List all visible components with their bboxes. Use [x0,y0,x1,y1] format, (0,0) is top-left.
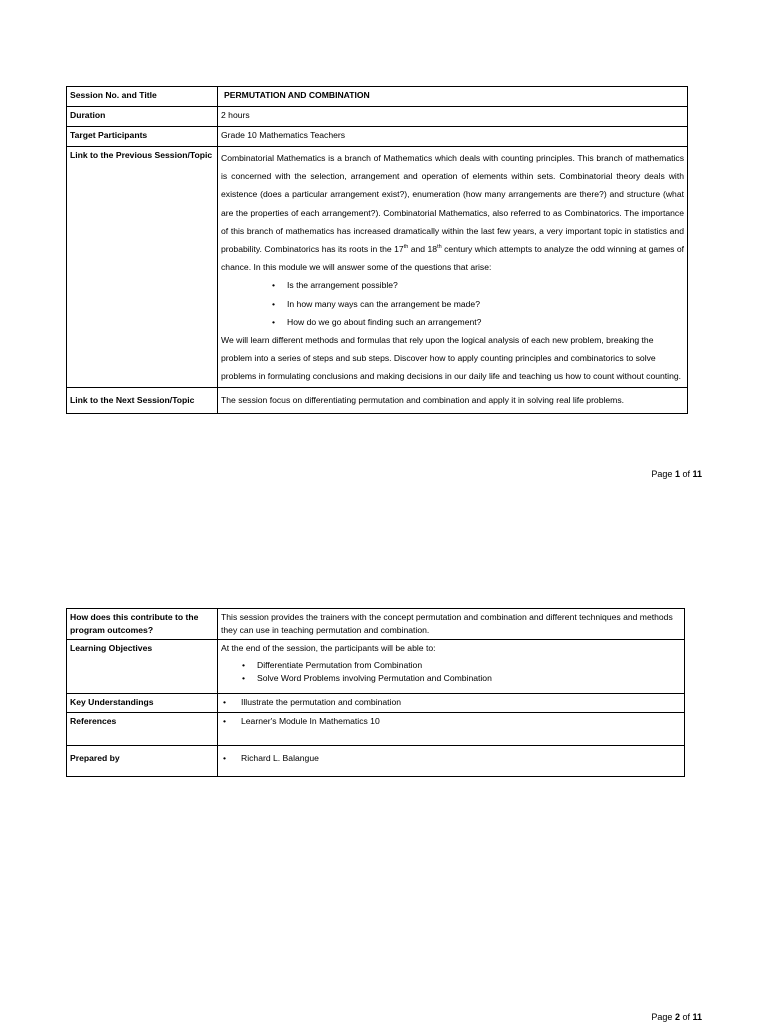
row-session-title [67,87,688,107]
total-pages: 11 [692,469,702,479]
label-references: References [67,713,218,746]
list-item: • Learner's Module In Mathematics 10 [221,715,681,728]
session-table-page-2 [66,608,685,777]
label-session-title: Session No. and Title [67,87,218,107]
value-references [218,713,685,746]
label-program-outcomes: How does this contribute to the program outcomes? [67,609,218,640]
row-references [67,713,685,746]
row-duration [67,107,688,127]
label-learning-objectives: Learning Objectives [67,640,218,694]
label-key-understandings: Key Understandings [67,694,218,713]
objectives-intro: At the end of the session, the participants will be able to: [221,643,436,653]
value-target-participants: Grade 10 Mathematics Teachers [218,127,688,147]
value-duration: 2 hours [218,107,688,127]
label-target-participants: Target Participants [67,127,218,147]
value-key-understandings [218,694,685,713]
row-learning-objectives [67,640,685,694]
label-previous-session: Link to the Previous Session/Topic [67,147,218,388]
row-previous-session [67,147,688,388]
current-page: 2 [674,1012,680,1022]
label-prepared-by: Prepared by [67,746,218,777]
value-next-session: The session focus on differentiating permutation and combination and apply it in solving real life problems. [218,388,688,414]
list-item: • How do we go about finding such an arrangement? [287,313,684,331]
value-program-outcomes: This session provides the trainers with the concept permutation and combination and different techniques and methods they can use in teaching permutation and combination. [218,609,685,640]
intro-text-a: Combinatorial Mathematics is a branch of Mathematics which deals with counting principles. This branch of mathematics is concerned with the selection, arrangement and operation of elements within sets. Combinatorial theory deals with existence (does a particular arrangement exist?), enumeration (how many arrangements are there?) and structure (what are the properties of each arrangement?). Combinatorial Mathematics, also referred to as Combinatorics. The importance of this branch of mathematics has increased dramatically within the last few years, a very important topic in statistics and probability. Combinatorics has its roots in the 17 [221,153,684,255]
previous-intro-paragraph [221,149,684,276]
current-page: 1 [674,469,680,479]
value-prepared-by [218,746,685,777]
list-item: • Solve Word Problems involving Permutation and Combination [257,672,681,685]
value-learning-objectives [218,640,685,694]
objectives-list [221,659,681,684]
row-program-outcomes [67,609,685,640]
questions-list [221,276,684,331]
label-next-session: Link to the Next Session/Topic [67,388,218,414]
row-target-participants [67,127,688,147]
row-next-session [67,388,688,414]
superscript-th-1: th [403,244,409,251]
list-item: • In how many ways can the arrangement be made? [287,295,684,313]
label-duration: Duration [67,107,218,127]
intro-text-mid: and 18 [408,244,438,255]
page-number-1: Page 1 of 11 [651,469,702,479]
previous-closing-paragraph: We will learn different methods and formulas that rely upon the logical analysis of each new problem, breaking the problem into a series of steps and sub steps. Discover how to apply counting principles and combinatorics to solve problems in formulating conclusions and making decisions in our daily life and teaching us how to count without counting. [221,335,682,382]
value-previous-session [218,147,688,388]
intro-text-b: century which attempts to analyze the odd winning at games of chance. In this module we will answer some of the questions that arise: [221,244,685,273]
session-table-page-1 [66,86,688,414]
row-prepared-by [67,746,685,777]
list-item: • Illustrate the permutation and combination [221,696,681,709]
list-item: • Differentiate Permutation from Combination [257,659,681,672]
row-key-understandings [67,694,685,713]
value-session-title: PERMUTATION AND COMBINATION [218,87,688,107]
list-item: • Is the arrangement possible? [287,276,684,294]
total-pages: 11 [692,1012,702,1022]
superscript-th-2: th [437,244,442,251]
list-item: • Richard L. Balangue [221,752,681,765]
page-number-2: Page 2 of 11 [651,1012,702,1022]
